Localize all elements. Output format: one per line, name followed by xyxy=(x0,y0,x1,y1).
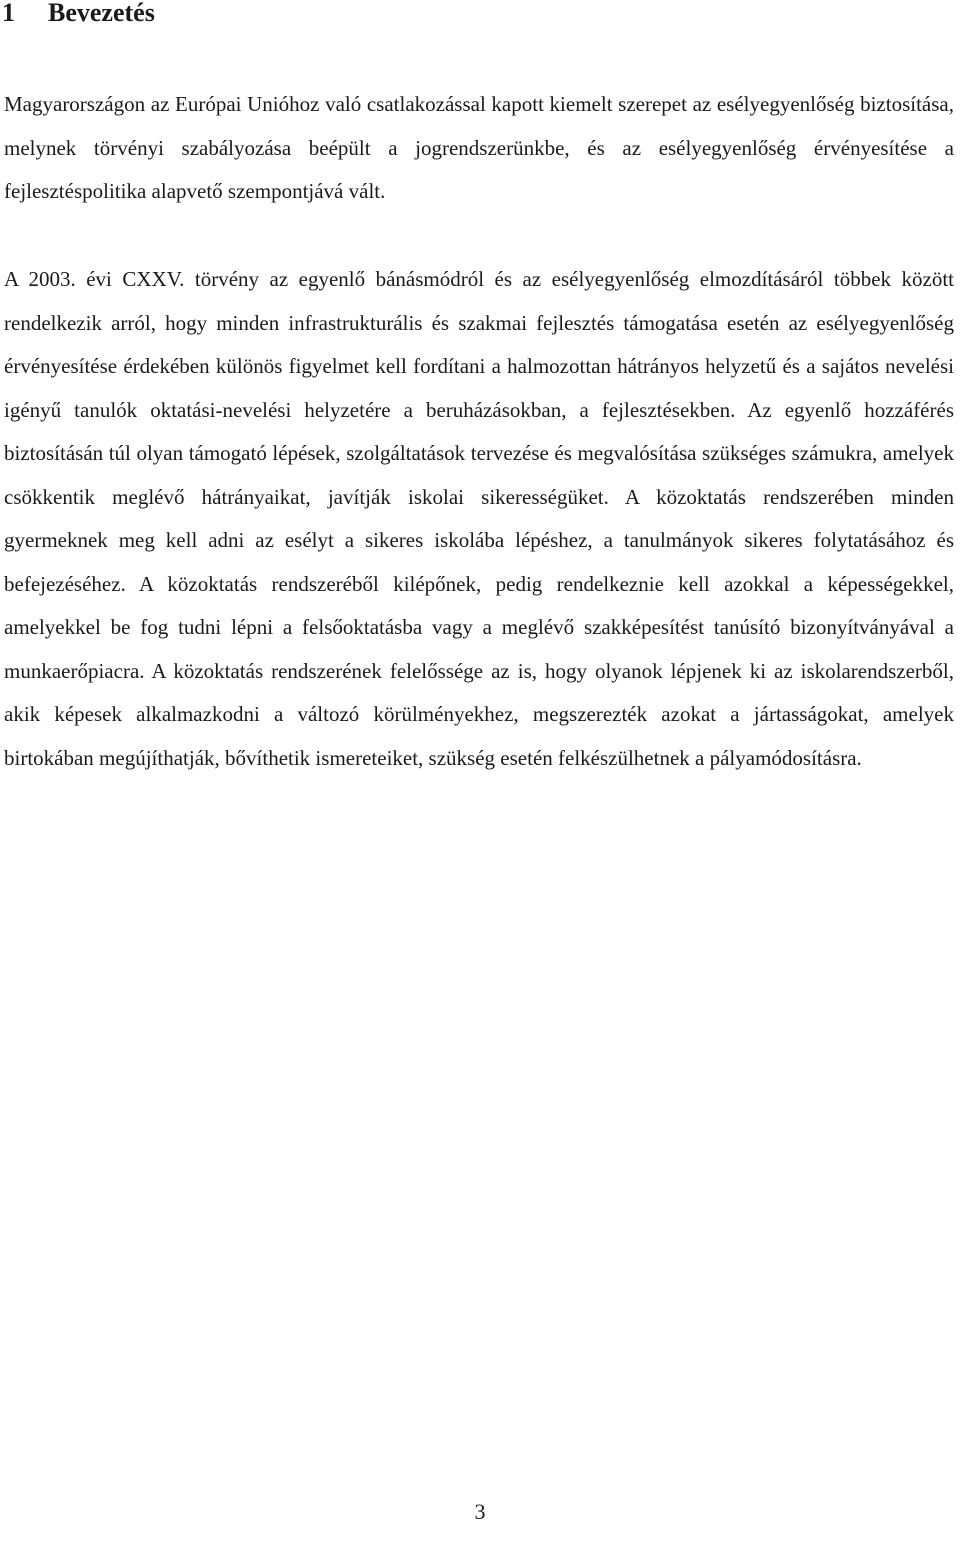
section-number: 1 xyxy=(2,0,15,27)
section-title: Bevezetés xyxy=(48,0,155,27)
paragraph-law: A 2003. évi CXXV. törvény az egyenlő bánásmódról és az esélyegyenlőség elmozdításáról többek között rendelkezik arról, hogy minden infrastrukturális és szakmai fejlesztés támogatása esetén az esélyegyenlőség érvényesítése érdekében különös figyelmet kell fordítani a halmozottan hátrányos helyzetű és a sajátos nevelési igényű tanulók oktatási-nevelési helyzetére a beruházásokban, a fejlesztésekben. Az egyenlő hozzáférés biztosításán túl olyan támogató lépések, szolgáltatások tervezése és megvalósítása szükséges számukra, amelyek csökkentik meglévő hátrányaikat, javítják iskolai sikerességüket. A közoktatás rendszerében minden gyermeknek meg kell adni az esélyt a sikeres iskolába lépéshez, a tanulmányok sikeres folytatásához és befejezéséhez. A közoktatás rendszeréből kilépőnek, pedig rendelkeznie kell azokkal a képességekkel, amelyekkel be fog tudni lépni a felsőoktatásba vagy a meglévő szakképesítést tanúsító bizonyítványával a munkaerőpiacra. A közoktatás rendszerének felelőssége az is, hogy olyanok lépjenek ki az iskolarendszerből, akik képesek alkalmazkodni a változó körülményekhez, megszerezték azokat a jártasságokat, amelyek birtokában megújíthatják, bővíthetik ismereteiket, szükség esetén felkészülhetnek a pályamódosításra. xyxy=(4,267,954,770)
section-heading xyxy=(2,0,155,30)
paragraph-intro: Magyarországon az Európai Unióhoz való csatlakozással kapott kiemelt szerepet az esélyegyenlőség biztosítása, melynek törvényi szabályozása beépült a jogrendszerünkbe, és az esélyegyenlőség érvényesítése a fejlesztéspolitika alapvető szempontjává vált. xyxy=(4,92,954,203)
page-number: 3 xyxy=(474,1499,486,1524)
